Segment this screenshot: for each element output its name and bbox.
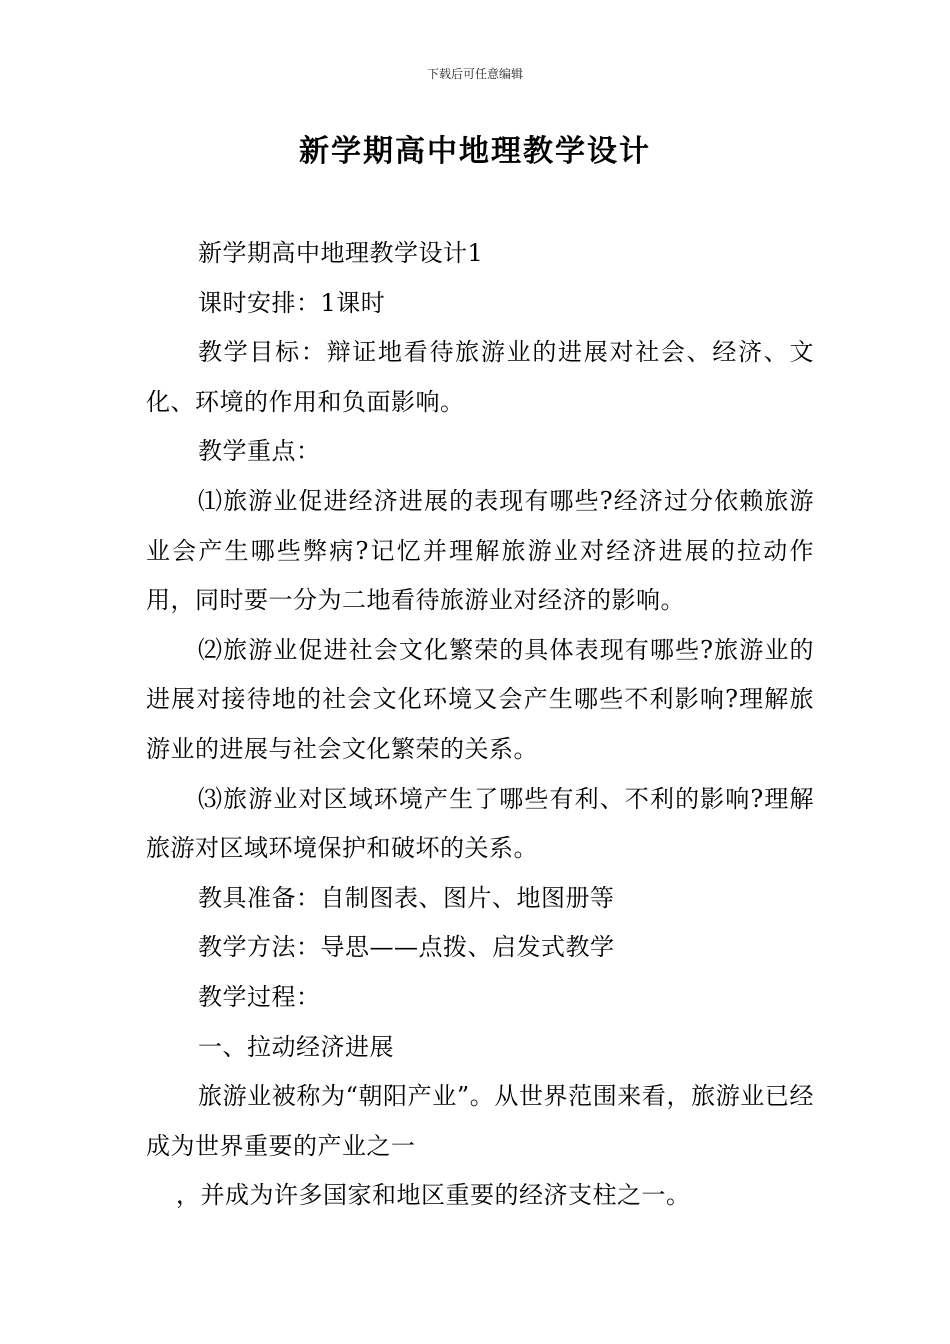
paragraph-subtitle: 新学期高中地理教学设计1 — [198, 239, 484, 267]
header-note: 下载后可任意编辑 — [426, 67, 523, 81]
paragraph-process-heading: 教学过程： — [198, 982, 321, 1011]
document-body — [146, 229, 814, 1221]
paragraph-key-points-heading: 教学重点： — [198, 437, 321, 466]
paragraph-section-1-heading: 一、拉动经济进展 — [198, 1032, 394, 1061]
paragraph-section-1-continued: ，并成为许多国家和地区重要的经济支柱之一。 — [176, 1181, 691, 1210]
paragraph-key-point-1: ⑴旅游业促进经济进展的表现有哪些?经济过分依赖旅游业会产生哪些弊病?记忆并理解旅游业对经济进展的拉动作用，同时要一分为二地看待旅游业对经济的影响。 — [146, 486, 814, 615]
paragraph-objectives: 教学目标：辩证地看待旅游业的进展对社会、经济、文化、环境的作用和负面影响。 — [146, 338, 814, 416]
paragraph-teaching-methods: 教学方法：导思——点拨、启发式教学 — [198, 933, 615, 962]
paragraph-key-point-2: ⑵旅游业促进社会文化繁荣的具体表现有哪些?旅游业的进展对接待地的社会文化环境又会产生哪些不利影响?理解旅游业的进展与社会文化繁荣的关系。 — [146, 635, 814, 763]
paragraph-key-point-3: ⑶旅游业对区域环境产生了哪些有利、不利的影响?理解旅游对区域环境保护和破坏的关系。 — [146, 784, 814, 863]
document-title: 新学期高中地理教学设计 — [299, 134, 651, 169]
paragraph-teaching-aids: 教具准备：自制图表、图片、地图册等 — [198, 883, 615, 912]
paragraph-schedule: 课时安排：1课时 — [198, 288, 386, 317]
paragraph-section-1-text: 旅游业被称为“朝阳产业”。从世界范围来看，旅游业已经成为世界重要的产业之一 — [146, 1082, 814, 1160]
